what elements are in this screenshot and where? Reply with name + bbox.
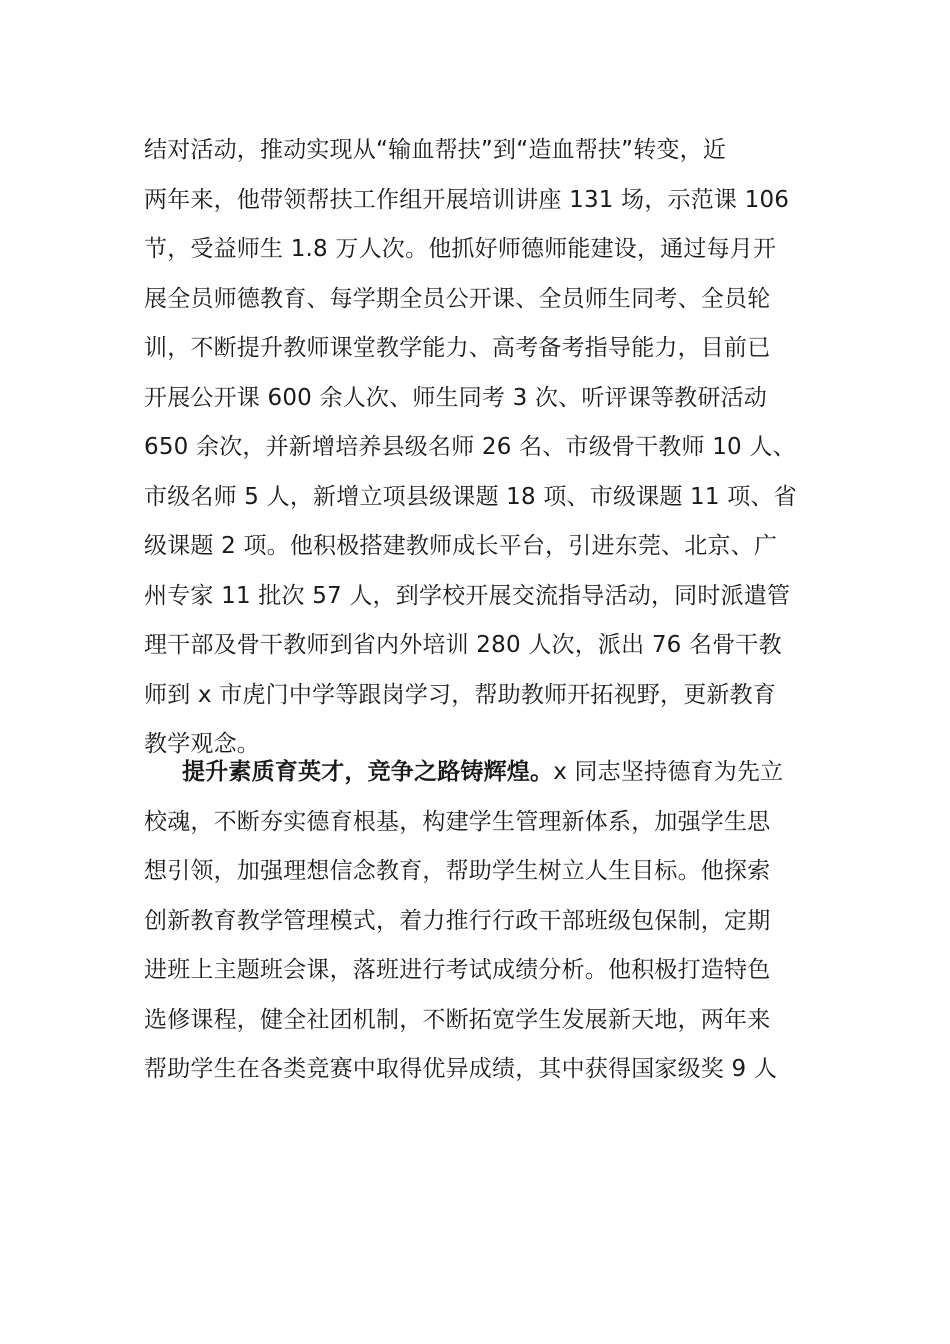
- text-line: 市级名师 5 人，新增立项县级课题 18 项、市级课题 11 项、省: [144, 483, 797, 510]
- paragraph-teacher-development: [144, 126, 808, 770]
- text-line: 进班上主题班会课，落班进行考试成绩分析。他积极打造特色: [144, 957, 771, 983]
- text-line: 展全员师德教育、每学期全员公开课、全员师生同考、全员轮: [144, 285, 771, 312]
- first-line: [144, 748, 808, 798]
- text-line: 想引领，加强理想信念教育，帮助学生树立人生目标。他探索: [144, 858, 771, 884]
- text-line: 节，受益师生 1.8 万人次。他抓好师德师能建设，通过每月开: [144, 236, 777, 262]
- text-line: 级课题 2 项。他积极搭建教师成长平台，引进东莞、北京、广: [144, 533, 778, 559]
- text-line: 校魂，不断夯实德育根基，构建学生管理新体系，加强学生思: [144, 808, 771, 835]
- paragraph-student-quality: [144, 748, 808, 1095]
- text-line: 650 余次，并新增培养县级名师 26 名、市级骨干教师 10 人、: [144, 434, 796, 460]
- text-line: 州专家 11 批次 57 人，到学校开展交流指导活动，同时派遣管: [144, 582, 791, 609]
- text-line: 理干部及骨干教师到省内外培训 280 人次，派出 76 名骨干教: [144, 632, 782, 658]
- text-line: 师到 x 市虎门中学等跟岗学习，帮助教师开拓视野，更新教育: [144, 681, 777, 708]
- text-line: 帮助学生在各类竞赛中取得优异成绩，其中获得国家级奖 9 人: [144, 1056, 778, 1082]
- text-line: 开展公开课 600 余人次、师生同考 3 次、听评课等教研活动: [144, 384, 767, 411]
- text-line: 训，不断提升教师课堂教学能力、高考备考指导能力，目前已: [144, 335, 771, 361]
- text-line: 结对活动，推动实现从“输血帮扶”到“造血帮扶”转变，近: [144, 137, 727, 163]
- text-line: 选修课程，健全社团机制，不断拓宽学生发展新天地，两年来: [144, 1006, 771, 1033]
- text-line: 教学观念。: [144, 731, 260, 757]
- text-line: 创新教育教学管理模式，着力推行行政干部班级包保制，定期: [144, 907, 771, 934]
- paragraph-heading: 提升素质育英才，竞争之路铸辉煌。: [182, 759, 554, 785]
- first-line-text: x 同志坚持德育为先立: [553, 759, 784, 785]
- text-line: 两年来，他带领帮扶工作组开展培训讲座 131 场，示范课 106: [144, 186, 790, 213]
